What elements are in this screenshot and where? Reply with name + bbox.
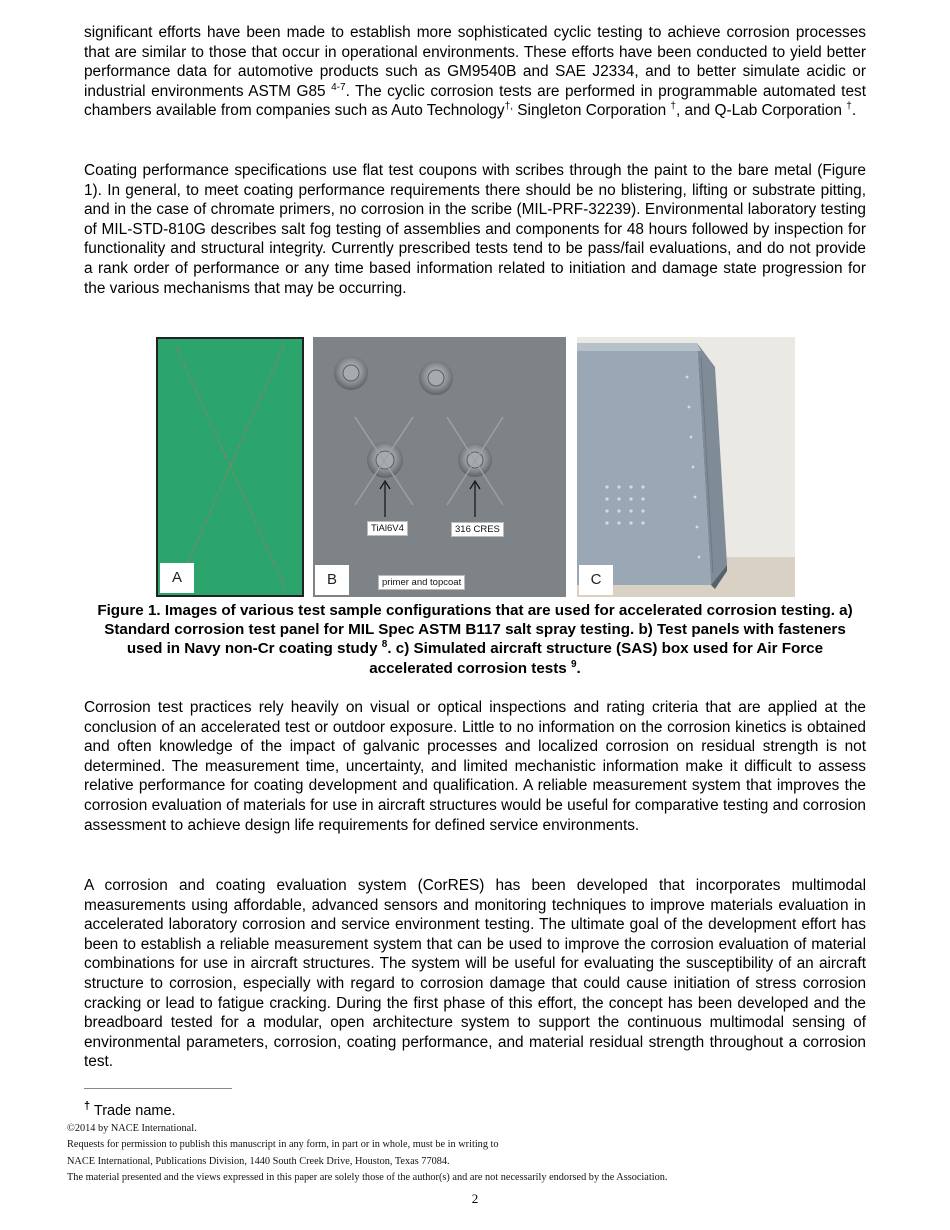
- dagger-symbol: †: [84, 1100, 91, 1112]
- copyright-line: ©2014 by NACE International.: [67, 1123, 197, 1134]
- caption-text-run: .: [576, 659, 581, 677]
- footnote-divider: [84, 1088, 232, 1089]
- trade-mark-superscript: †,: [504, 101, 513, 113]
- text-run: , and Q-Lab Corporation: [675, 102, 847, 120]
- sas-box-graphic: [577, 337, 795, 597]
- scribe-x-graphic: [158, 339, 302, 595]
- label-tial6v4: TiAl6V4: [367, 521, 408, 536]
- text-run: .: [851, 102, 857, 120]
- photo-sas-box: [577, 337, 795, 597]
- citation-superscript: 4-7: [331, 81, 346, 93]
- label-316-cres: 316 CRES: [451, 522, 504, 537]
- caption-text-run: . c) Simulated aircraft structure (SAS) box used for Air Force accelerated corrosion tests: [369, 640, 824, 677]
- trade-mark-superscript: †: [670, 101, 676, 113]
- permission-line-1: Requests for permission to publish this manuscript in any form, in part or in whole, must be in writing to: [67, 1139, 499, 1150]
- text-run: . The cyclic corrosion tests are performed in programmable automated test chambers available from companies such as Auto Technology: [84, 82, 866, 120]
- paragraph-coating-specifications: Coating performance specifications use flat test coupons with scribes through the paint to the bare metal (Figure 1). In general, to meet coating performance requirements there should be no blistering, lifting or substrate pitting, and in the case of chromate primers, no corrosion in the scribe (MIL-PRF-32239). Environmental laboratory testing of MIL-STD-810G describes salt fog testing of assemblies and components for 48 hours followed by inspection for functionality and structural integrity. Currently prescribed tests tend to be pass/fail evaluations, and do not provide a rank order of performance or any time based information related to initiation and damage state progression for the various mechanisms that may be occurring.: [84, 162, 866, 297]
- panel-label-b: B: [315, 565, 349, 595]
- footnote-text: Trade name.: [90, 1102, 176, 1119]
- paragraph-cyclic-testing: [84, 23, 866, 121]
- trade-mark-superscript: †: [846, 101, 852, 113]
- caption-text-run: Figure 1. Images of various test sample configurations that are used for accelerated corrosion testing. a) Standard corrosion test panel for MIL Spec ASTM B117 salt spray testing. b) Test panels with fasteners used in Navy non-Cr coating study: [97, 602, 853, 658]
- paragraph-test-practices: Corrosion test practices rely heavily on visual or optical inspections and rating criteria that are applied at the conclusion of an accelerated test or outdoor exposure. Little to no information on the corrosion kinetics is obtained and often knowledge of the impact of galvanic processes and localized corrosion on residual strength is not determined. The measurement time, uncertainty, and limited mechanistic information make it difficult to assess relative performance for coating development and qualification. A reliable measurement system that improves the corrosion evaluation of materials for use in aircraft structures would be useful for comparative testing and corrosion assessment to achieve design life requirements for defined service environments.: [84, 699, 866, 834]
- permission-line-2: NACE International, Publications Division, 1440 South Creek Drive, Houston, Texas 77084.: [67, 1156, 450, 1167]
- citation-superscript: 9: [570, 658, 577, 670]
- fastener-panel-graphic: [313, 337, 566, 597]
- disclaimer-line: The material presented and the views expressed in this paper are solely those of the author(s) and are not necessarily endorsed by the Association.: [67, 1172, 668, 1183]
- footnote-trade-name: [84, 1100, 176, 1119]
- panel-label-a: A: [160, 563, 194, 593]
- paragraph-corres-system: A corrosion and coating evaluation system (CorRES) has been developed that incorporates multimodal measurements using affordable, advanced sensors and monitoring techniques to improve materials evaluation in accelerated laboratory corrosion and service environment testing. The ultimate goal of the development effort has been to establish a reliable measurement system that can be used to improve the corrosion evaluation of material combinations for use in aircraft structures. The system will be useful for evaluating the susceptibility of an aircraft structure to corrosion, especially with regard to corrosion damage that could cause initiation of stress corrosion cracking or lead to fatigue cracking. During the first phase of this effort, the concept has been developed and the breadboard tested for a modular, open architecture system to support the continuous multimodal sensing of environmental parameters, corrosion, coating performance, and material residual strength throughout a corrosion test.: [84, 877, 866, 1071]
- citation-superscript: 8: [381, 639, 388, 651]
- figure-1-images: [156, 337, 796, 597]
- photo-test-panel-scribed: [156, 337, 304, 597]
- page-number: 2: [471, 1191, 479, 1206]
- panel-label-c: C: [579, 565, 613, 595]
- text-run: significant efforts have been made to establish more sophisticated cyclic testing to achieve corrosion processes that are similar to those that occur in operational environments. These efforts have been conducted to yield better performance data for automotive products such as GM9540B and SAE J2334, and to better simulate acidic or industrial environments ASTM G85: [84, 24, 866, 100]
- text-run: Singleton Corporation: [512, 102, 671, 120]
- photo-fastener-panel: [313, 337, 566, 597]
- label-primer-topcoat: primer and topcoat: [378, 575, 465, 590]
- figure-1-caption: [96, 601, 854, 678]
